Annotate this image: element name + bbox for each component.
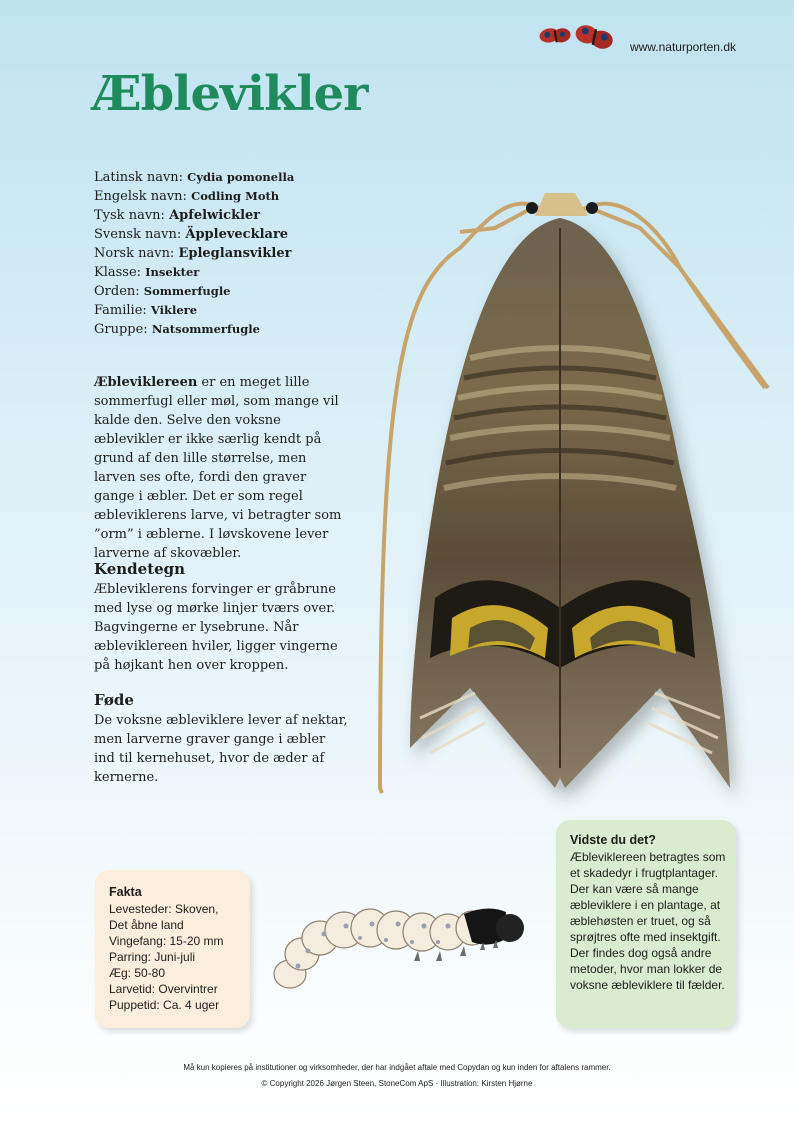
names-list: [94, 168, 294, 339]
name-row-latin: Latinsk navn: Cydia pomonella: [94, 170, 295, 185]
butterfly-logo-icon: [538, 20, 618, 56]
intro-paragraph: Æbleviklereen er en meget lille sommerfugl eller møl, som mange vil kalde den. Selve den voksne æblevikler er ikke særlig kendt på grund af den lille størrelse, men larven ses ofte, fordi den graver gange i æbler. Det er som regel æbleviklerens larve, vi betragter som ”orm” i æblerne. I løvskovene lever larverne af skovæbler.: [94, 375, 342, 561]
vidste-du-det-box: [556, 820, 736, 1028]
name-row-english: Engelsk navn: Codling Moth: [94, 189, 280, 204]
fakta-line: Det åbne land: [109, 918, 184, 932]
name-row-family: Familie: Viklere: [94, 303, 198, 318]
fakta-heading: Fakta: [109, 885, 142, 899]
page-title: Æblevikler: [92, 66, 368, 122]
footer: [0, 1060, 794, 1092]
footer-license: Må kun kopieres på institutioner og virksomheder, der har indgået aftale med Copydan og kun inden for aftalens rammer.: [183, 1063, 611, 1072]
name-row-order: Orden: Sommerfugle: [94, 284, 231, 299]
footer-copyright: © Copyright 2026 Jørgen Steen, StoneCom ApS · Illustration: Kirsten Hjørne: [261, 1079, 533, 1088]
moth-illustration: [360, 188, 780, 818]
fakta-line: Parring: Juni-juli: [109, 950, 196, 964]
name-row-class: Klasse: Insekter: [94, 265, 200, 280]
vidste-heading: Vidste du det?: [570, 833, 656, 847]
fode-text: De voksne æbleviklere lever af nektar, men larverne graver gange i æbler ind til kernehuset, hvor de æder af kernerne.: [94, 713, 348, 785]
kendetegn-heading: Kendetegn: [94, 560, 186, 578]
fode-heading: Føde: [94, 691, 134, 709]
kendetegn-text: Æbleviklerens forvinger er gråbrune med lyse og mørke linjer tværs over. Bagvingerne er lysebrune. Når æbleviklereen hviler, ligger vingerne på højkant hen over kroppen.: [94, 582, 338, 673]
fakta-line: Vingefang: 15-20 mm: [109, 934, 224, 948]
fakta-line: Puppetid: Ca. 4 uger: [109, 998, 220, 1012]
vidste-text: Æbleviklereen betragtes som et skadedyr i frugtplantager. Der kan være så mange æbleviklere i en plantage, at æblehøsten er truet, og så sprøjtres ofte med insektgift. Der findes dog også andre metoder, hvor man lokker de voksne æbleviklere til fælder.: [570, 850, 726, 992]
fakta-line: Larvetid: Overvintrer: [109, 982, 218, 996]
name-row-norwegian: Norsk navn: Epleglansvikler: [94, 246, 292, 261]
fakta-line: Æg: 50-80: [109, 966, 166, 980]
name-row-group: Gruppe: Natsommerfugle: [94, 322, 260, 337]
site-url[interactable]: www.naturporten.dk: [629, 40, 736, 54]
name-row-swedish: Svensk navn: Äpplevecklare: [94, 227, 289, 242]
name-row-german: Tysk navn: Apfelwickler: [94, 208, 261, 223]
larva-illustration: [268, 896, 538, 1006]
fakta-box: [95, 870, 250, 1028]
fakta-line: Levesteder: Skoven,: [109, 902, 219, 916]
